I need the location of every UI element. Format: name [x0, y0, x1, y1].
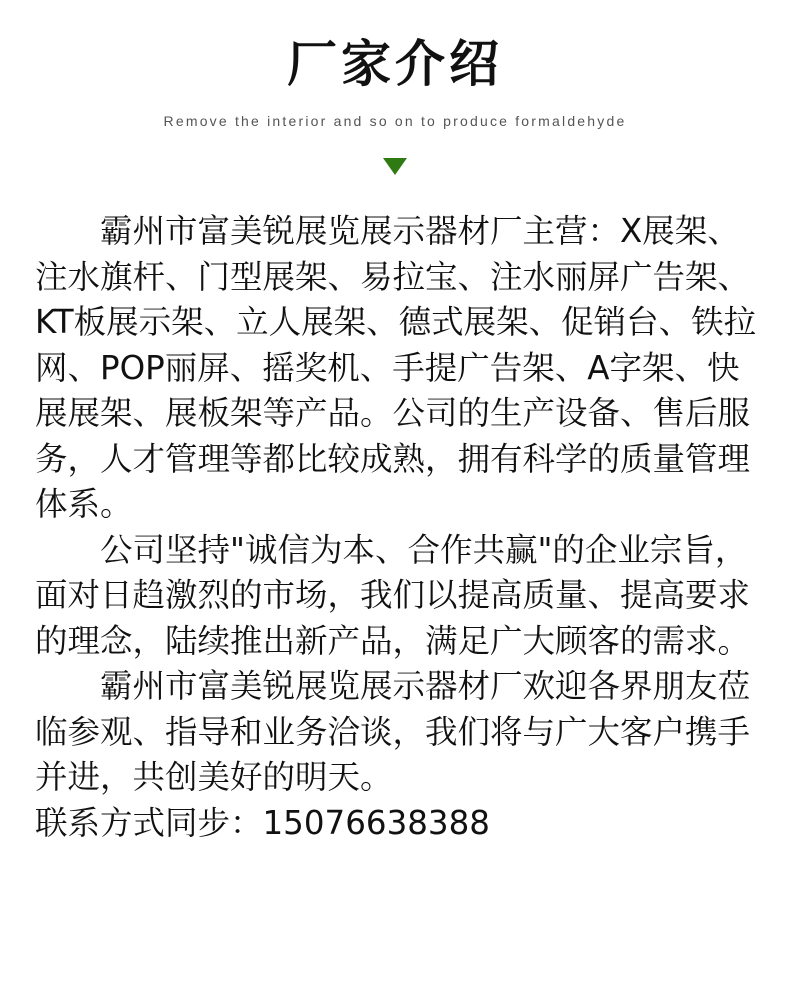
intro-paragraph-1: 霸州市富美锐展览展示器材厂主营：X展架、注水旗杆、门型展架、易拉宝、注水丽屏广告架、KT板展示架、立人展架、德式展架、促销台、铁拉网、POP丽屏、摇奖机、手提广告架、A字架、快展展架、展板架等产品。公司的生产设备、售后服务，人才管理等都比较成熟，拥有科学的质量管理体系。 [35, 212, 757, 523]
intro-paragraph-2: 公司坚持"诚信为本、合作共赢"的企业宗旨，面对日趋激烈的市场，我们以提高质量、提高要求的理念，陆续推出新产品，满足广大顾客的需求。 [35, 530, 751, 660]
page-subtitle: Remove the interior and so on to produce formaldehyde [163, 113, 627, 129]
page-title: 厂家介绍 [287, 35, 503, 93]
intro-body [35, 209, 760, 846]
triangle-down-icon [383, 158, 407, 175]
intro-paragraph-3: 霸州市富美锐展览展示器材厂欢迎各界朋友莅临参观、指导和业务洽谈，我们将与广大客户携手并进，共创美好的明天。 [35, 667, 751, 796]
contact-line: 联系方式同步：15076638388 [35, 803, 490, 842]
